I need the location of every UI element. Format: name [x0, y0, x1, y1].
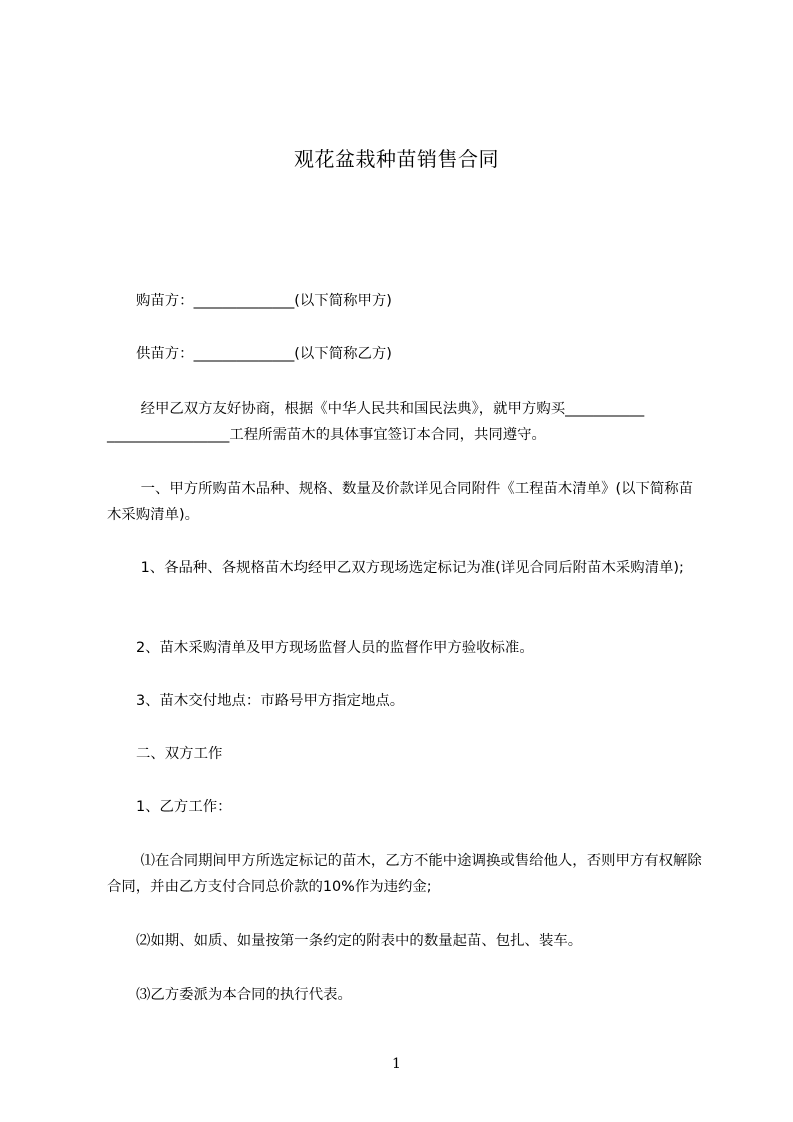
preamble-paragraph: 经甲乙双方友好协商，根据《中华人民共和国民法典》，就甲方购买___________ _________________工程所需苗木的具体事宜签订本合同，共同遵守。 [107, 401, 649, 443]
item-1-1: 1、各品种、各规格苗木均经甲乙双方现场选定标记为准(详见合同后附苗木采购清单); [136, 560, 684, 576]
document-title: 观花盆栽种苗销售合同 [294, 147, 499, 171]
subsection-2-1: 1、乙方工作： [136, 799, 232, 815]
clause-3: ⑶乙方委派为本合同的执行代表。 [136, 987, 352, 1003]
item-1-2: 2、苗木采购清单及甲方现场监督人员的监督作甲方验收标准。 [136, 640, 534, 656]
supplier-line: 供苗方：______________(以下简称乙方) [136, 346, 392, 362]
clause-2: ⑵如期、如质、如量按第一条约定的附表中的数量起苗、包扎、装车。 [136, 933, 583, 949]
section1-heading: 一、甲方所购苗木品种、规格、数量及价款详见合同附件《工程苗木清单》(以下简称苗木采购清单)。 [107, 481, 694, 523]
clause-1: ⑴在合同期间甲方所选定标记的苗木，乙方不能中途调换或售给他人，否则甲方有权解除合同，并由乙方支付合同总价款的10%作为违约金; [107, 853, 702, 895]
page-number: 1 [392, 1056, 401, 1072]
buyer-line: 购苗方：______________(以下简称甲方) [136, 293, 392, 309]
item-1-3: 3、苗木交付地点：市路号甲方指定地点。 [136, 693, 405, 709]
section2-heading: 二、双方工作 [136, 746, 223, 762]
